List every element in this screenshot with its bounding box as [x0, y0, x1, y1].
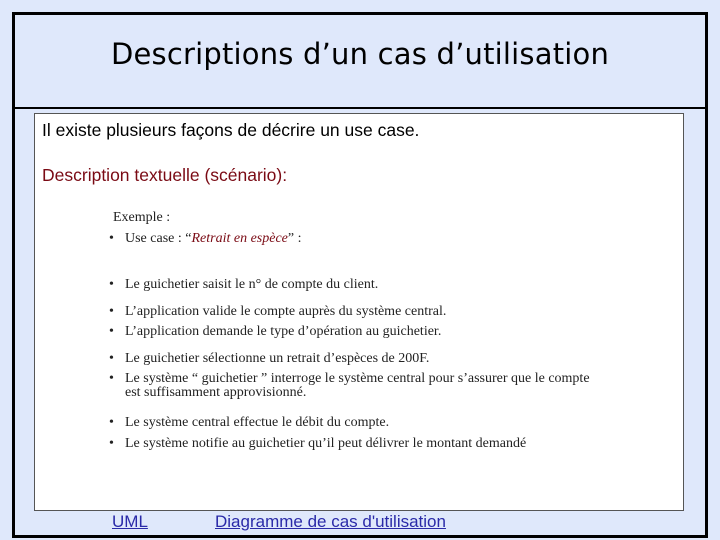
step-text: Le système central effectue le débit du compte. [125, 415, 390, 430]
step-text: L’application demande le type d’opération au guichetier. [125, 324, 442, 339]
footer-link-uml[interactable]: UML [112, 512, 148, 531]
step-text: Le système “ guichetier ” interroge le système central pour s’assurer que le compte [125, 371, 590, 386]
example-label: Exemple : [113, 210, 171, 225]
list-item [109, 436, 526, 452]
slide-frame [12, 12, 708, 538]
step-continuation: est suffisamment approvisionné. [125, 385, 307, 400]
use-case-prefix: Use case : “ [125, 231, 192, 246]
bullet-icon: • [109, 277, 114, 292]
step-text: Le système notifie au guichetier qu’il peut délivrer le montant demandé [125, 436, 527, 451]
use-case-name: Retrait en espèce [191, 231, 288, 246]
bullet-icon: • [109, 371, 114, 386]
content-box [34, 113, 684, 511]
title-divider [15, 107, 705, 109]
list-item [109, 415, 389, 431]
slide-title: Descriptions d’un cas d’utilisation [110, 37, 610, 71]
bullet-icon: • [109, 324, 114, 339]
footer-link-diagram[interactable]: Diagramme de cas d'utilisation [215, 512, 446, 531]
step-text: Le guichetier saisit le n° de compte du client. [125, 277, 379, 292]
use-case-suffix: ” : [287, 231, 302, 246]
list-item [109, 351, 429, 367]
bullet-icon: • [109, 415, 114, 430]
step-text: Le guichetier sélectionne un retrait d’espèces de 200F. [125, 351, 430, 366]
subheading: Description textuelle (scénario): [42, 165, 288, 185]
list-item [109, 371, 590, 401]
list-item [109, 324, 441, 340]
step-text: L’application valide le compte auprès du système central. [125, 304, 447, 319]
list-item [109, 304, 446, 320]
list-item [109, 277, 378, 293]
use-case-line [109, 231, 301, 247]
bullet-icon: • [109, 436, 114, 451]
bullet-icon: • [109, 304, 114, 319]
bullet-icon: • [109, 231, 114, 246]
bullet-icon: • [109, 351, 114, 366]
intro-text: Il existe plusieurs façons de décrire un use case. [42, 120, 420, 140]
